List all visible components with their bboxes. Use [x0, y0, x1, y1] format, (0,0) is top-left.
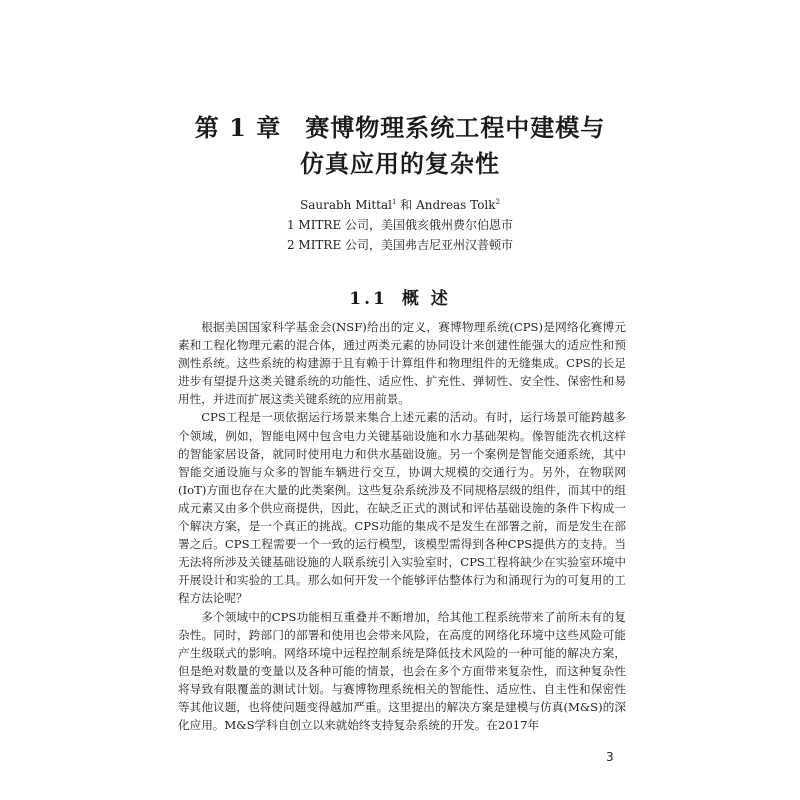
paragraph-1: 根据美国国家科学基金会(NSF)给出的定义，赛博物理系统(CPS)是网络化赛博元素和工程化物理元素的混合体，通过两类元素的协同设计来创建性能强大的适应性和预测性系统。这些系统的构建源于且有赖于计算组件和物理组件的无缝集成。CPS的长足进步有望提升这类关键系统的功能性、适应性、扩充性、弹韧性、安全性、保密性和易用性，并进而扩展这类关键系统的应用前景。	[178, 320, 626, 407]
author-2: Andreas Tolk	[416, 198, 496, 212]
paragraph-3: 多个领域中的CPS功能相互重叠并不断增加，给其他工程系统带来了前所未有的复杂性。同时，跨部门的部署和使用也会带来风险，在高度的网络化环境中这些风险可能产生级联式的影响。网络环境中远程控制系统是降低技术风险的一种可能的解决方案，但是绝对数量的变量以及各种可能的情景，也会在多个方面带来复杂性，而这种复杂性将导致有限覆盖的测试计划。与赛博物理系统相关的智能性、适应性、自主性和保密性等其他议题，也将使问题变得越加严重。这里提出的解决方案是建模与仿真(M&S)的深化应用。M&S学科自创立以来就始终支持复杂系统的开发。在2017年	[178, 609, 626, 733]
page-number: 3	[606, 750, 614, 764]
author-2-affiliation-mark: 2	[495, 198, 500, 206]
author-1: Saurabh Mittal	[299, 198, 392, 212]
body-text	[178, 318, 626, 734]
affiliation-1: 1 MITRE 公司，美国俄亥俄州费尔伯恩市	[286, 218, 514, 232]
chapter-title	[0, 110, 800, 182]
section-title: 概 述	[401, 289, 451, 309]
chapter-title-line-1	[0, 110, 800, 146]
chapter-title-text-1: 赛博物理系统工程中建模与	[305, 113, 606, 142]
section-heading	[0, 284, 800, 309]
author-conjunction: 和	[396, 198, 417, 212]
section-number: 1.1	[349, 289, 388, 309]
author-names	[0, 192, 800, 215]
chapter-title-line-2: 仿真应用的复杂性	[300, 149, 500, 178]
paragraph-2: CPS工程是一项依据运行场景来集合上述元素的活动。有时，运行场景可能跨越多个领域，例如，智能电网中包含电力关键基础设施和水力基础架构。像智能洗衣机这样的智能家居设备，就同时使用电力和供水基础设施。另一个案例是智能交通系统，其中智能交通设施与众多的智能车辆进行交互，协调大规模的交通行为。另外，在物联网(IoT)方面也存在大量的此类案例。这些复杂系统涉及不同规格层级的组件，而其中的组成元素又由多个供应商提供，因此，在缺乏正式的测试和评估基础设施的条件下构成一个解决方案，是一个真正的挑战。CPS功能的集成不是发生在部署之前，而是发生在部署之后。CPS工程需要一个一致的运行模型，该模型需得到各种CPS提供方的支持。当无法将所涉及关键基础设施的人联系统引入实验室时，CPS工程将缺少在实验室环境中开展设计和实验的工具。那么如何开发一个能够评估整体行为和涌现行为的可复用的工程方法论呢？	[178, 410, 626, 606]
affiliation-2: 2 MITRE 公司，美国弗吉尼亚州汉普顿市	[286, 238, 514, 252]
chapter-number: 第 1 章	[194, 113, 282, 142]
author-1-affiliation-mark: 1	[391, 198, 397, 206]
author-block	[0, 192, 800, 255]
